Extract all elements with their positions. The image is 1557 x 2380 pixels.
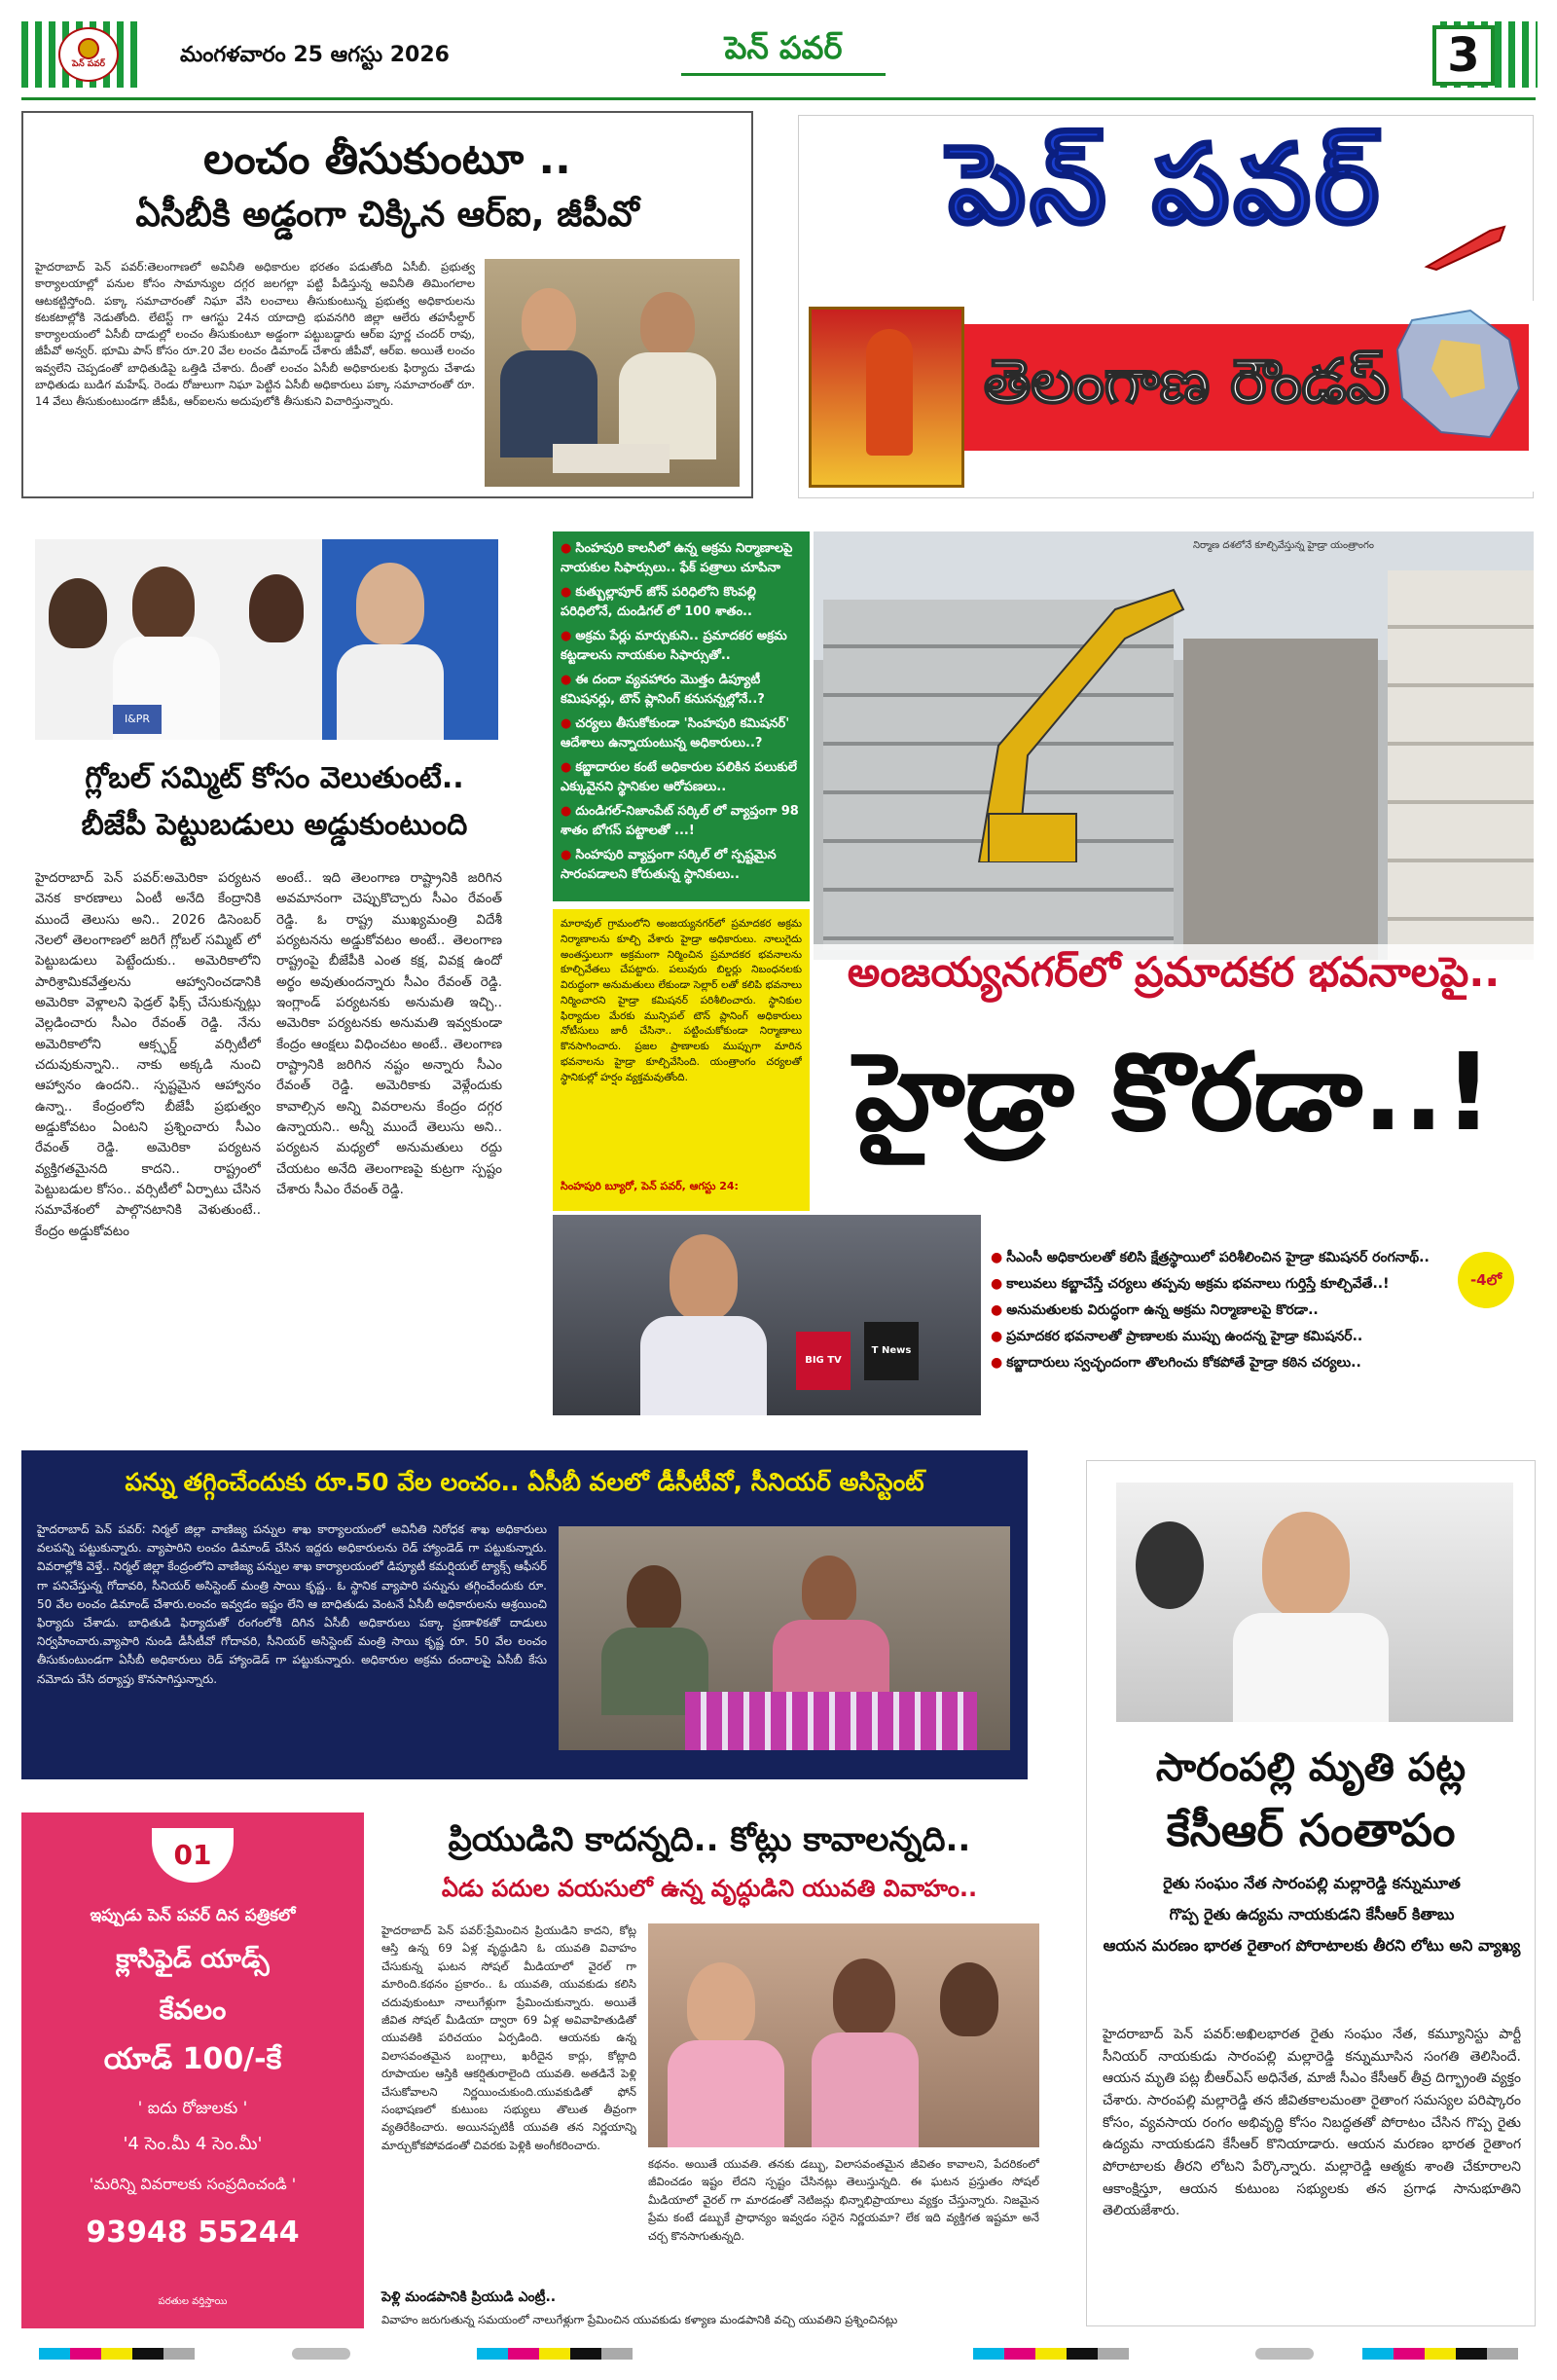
story-kcr-sub-3: ఆయన మరణం భారత రైతాంగ పోరాటాలకు తీరని లోటు అని వ్యాఖ్య [1103, 1936, 1521, 1955]
hydra-bullet: ● దుండిగల్-నిజాంపేట్ సర్కిల్ లో వ్యాప్తంగా 98 శాతం బోగస్ పట్టాలతో ...! [561, 802, 802, 840]
classified-line-6: '4 సెం.మీ 4 సెం.మీ' [123, 2134, 263, 2154]
groom-face [833, 1959, 895, 2036]
header-divider [21, 97, 1536, 100]
color-bar-6 [1362, 2348, 1518, 2360]
story-tax [21, 1450, 1028, 1779]
globe [1136, 1521, 1204, 1609]
mic-label-2: T News [864, 1322, 919, 1380]
hydra-bullet: ● సింహపురి కాలనీలో ఉన్న అక్రమ నిర్మాణాలపై నాయకుల సిఫార్సులు.. ఫేక్ పత్రాలు చూపినా [561, 539, 802, 577]
story-marriage-subhead-2: పెళ్లి మండపానికి ప్రియుడి ఎంట్రీ.. [381, 2289, 557, 2305]
story-marriage-photo [648, 1923, 1039, 2147]
issue-date: మంగళవారం 25 ఆగస్టు 2026 [180, 43, 450, 67]
story-summit [21, 520, 537, 1406]
classified-footer: పరతుల వర్తిస్తాయి [158, 2296, 228, 2307]
hydra-yellow-body: మారావుల్ గ్రామంలోని అంజయ్యనగర్‌లో ప్రమాదకర అక్రమ నిర్మాణాలను కూల్చి వేశారు హైడ్రా అధికారులు. నాలుగైదు అంతస్తులుగా అక్రమంగా నిర్మించిన ప్రమాదకర భవనాలను కూల్చివేతలు చేపట్టారు. పలువురు బిల్డర్లు నిబంధనలకు విరుద్ధంగా అనుమతులు లేకుండా సెల్లార్ లతో కలిపి భవనాలు నిర్మించారని హైడ్రా కమిషనర్ పరిశీలించారు. స్థానికుల ఫిర్యాదుల మేరకు మున్సిపల్ టౌన్ ప్లానింగ్ అధికారులు నోటీసులు జారీ చేసినా.. పట్టించుకోకుండా నిర్మాణాలు కొనసాగించారు. ప్రజల ప్రాణాలకు ముప్పుగా మారిన భవనాలను హైడ్రా కూల్చివేసింది. యంత్రాంగం చర్యలతో స్థానికుల్లో హర్షం వ్యక్తమవుతోంది. [561, 918, 802, 1083]
cash-table [553, 444, 670, 473]
excavator-icon [940, 570, 1232, 862]
story-acb-box [21, 111, 753, 498]
story-marriage-subhead: ఏడు పదుల వయసులో ఉన్న వృద్ధుడిని యువతి వివాహం.. [441, 1875, 978, 1902]
paper-name: పెన్ పవర్ [681, 29, 886, 76]
hydra-bullet: ● చర్యలు తీసుకోకుండా 'సింహపురి కమిషనర్' ఆదేశాలు ఉన్నాయంటున్న అధికారులు..? [561, 714, 802, 752]
hydra-photo-caption: నిర్మాణ దశలోనే కూల్చివేస్తున్న హైడ్రా యంత్రాంగం [1193, 540, 1374, 551]
classified-line-4: యాడ్ 100/-కే [103, 2042, 282, 2076]
accused-face-1 [627, 1565, 681, 1631]
story-acb-headline-2: ఏసీబీకి అడ్డంగా చిక్కిన ఆర్ఐ, జీపీవో [135, 195, 639, 235]
kcr-face [1262, 1512, 1350, 1617]
classified-phone[interactable]: 93948 55244 [86, 2215, 300, 2250]
hydra-bullet: ● ప్రమాదకర భవనాలతో ప్రాణాలకు ముప్పు ఉందన్న హైడ్రా కమిషనర్.. [991, 1327, 1512, 1347]
hydra-bullets-top [561, 539, 802, 884]
hydra-bullet: ● సింహపురి వ్యాప్తంగా సర్కిల్ లో స్పష్టమైన సారంపడాలని కోరుతున్న స్థానికులు.. [561, 846, 802, 884]
hydra-bullet: ● సీఎంసీ అధికారులతో కలిసి క్షేత్రస్థాయిలో పరిశీలించిన హైడ్రా కమిషనర్ రంగనాథ్.. [991, 1248, 1512, 1268]
story-marriage-headline: ప్రియుడిని కాదన్నది.. కోట్లు కావాలన్నది.. [448, 1820, 971, 1859]
hydra-demolition-photo [814, 531, 1534, 960]
story-acb-body: హైదరాబాద్ పెన్ పవర్:తెలంగాణలో అవినీతి అధికారుల భరతం పడుతోంది ఏసీబీ. ప్రభుత్వ కార్యాలయాల్లో పనుల కోసం సామాన్యుల దగ్గర జలగల్లా పట్టి పీడిస్తున్న అవినీతి తిమింగలాల ఆటకట్టిస్తోంది. పక్కా సమాచారంతో నిఘా వేసి లంచాలు తీసుకుంటున్న ప్రభుత్వ అధికారులను కటకటాల్లోకి నెడుతోంది. లేటెస్ట్ గా ఆగస్టు 24న యాదాద్రి భువనగిరి జిల్లా ఆలేరు తహసీల్దార్ కార్యాలయంలో ఏసీబీ దాడుల్లో లంచం తీసుకుంటూ అడ్డంగా పట్టుబడ్డారు ఆర్ఐ పూర్ణ చందర్ రావు, జీపీవో అన్వర్. భూమి పాస్ కోసం రూ.20 వేల లంచం డిమాండ్ చేశారు జీపీవో, ఆర్ఐ. అయితే లంచం ఇవ్వలేని చెప్పడంతో బాధితుడిపై ఒత్తిడి చేశారు. దీంతో లంచం ఏసీబీ అధికారులకు ఫిర్యాదు చేశాడు బాధితుడు బుడిగ మహేష్. రెండు రోజులుగా నిఘా పెట్టిన ఏసీబీ అధికారులు పక్కా సమాచారంతో రూ. 14 వేలు తీసుకుంటుండగా జీపీఓ, ఆర్ఐలను అదుపులోకి తీసుకుని విచారిస్తున్నారు. [35, 260, 475, 408]
story-acb-headline-1: లంచం తీసుకుంటూ .. [203, 134, 571, 184]
hydra-bullet: ● ఈ దందా వ్యవహారం మొత్తం డిప్యూటీ కమిషనర్లు, టౌన్ ప్లానింగ్ కనుసన్నల్లోనే..? [561, 671, 802, 709]
story-summit-headline-2: బీజేపీ పెట్టుబడులు అడ్డుకుంటుంది [81, 808, 468, 842]
color-bar-4 [973, 2348, 1129, 2360]
hydra-bullet: ● కబ్జాదారుల కంటే అధికారుల పలికిన పలుకులే ఎక్కువైనని స్థానికుల ఆరోపణలు.. [561, 758, 802, 796]
story-kcr-photo [1116, 1483, 1513, 1722]
hydra-dateline: సింహపురి బ్యూరో, పెన్ పవర్, ఆగస్టు 24: [561, 1180, 739, 1192]
classified-line-7: 'మరిన్ని వివరాలకు సంప్రదించండి ' [89, 2175, 297, 2193]
color-bar-2 [292, 2348, 350, 2360]
telangana-map-icon [1383, 301, 1529, 447]
hydra-commissioner-photo [553, 1215, 981, 1415]
color-bar-5 [1255, 2348, 1314, 2360]
leader-face-3 [249, 574, 304, 642]
accused-face-2 [640, 292, 695, 356]
commissioner-shirt [640, 1316, 767, 1415]
logo-text: పెన్ పవర్ [72, 59, 105, 69]
emblem-icon [76, 38, 101, 59]
color-bar-3 [477, 2348, 633, 2360]
masthead-band [799, 301, 1535, 492]
hydra-banner-2: హైడ్రా కొరడా..! [854, 1030, 1493, 1154]
hydra-bullet: ● కాలువలు కబ్జాచేస్తే చర్యలు తప్పవు అక్రమ భవనాలు గుర్తిస్తే కూల్చివేతే..! [991, 1274, 1512, 1295]
classified-ad [21, 1812, 364, 2328]
story-kcr-headline-2: కేసీఆర్ సంతాపం [1166, 1804, 1456, 1856]
masthead-subtitle: తెలంగాణ రౌండప్ [984, 346, 1390, 417]
evidence-bottles [685, 1692, 977, 1750]
accused-shirt-1 [500, 350, 597, 458]
guest-face [940, 1962, 998, 2036]
accused-face-2 [802, 1556, 856, 1624]
hydra-bullet: ● అనుమతులకు విరుద్ధంగా ఉన్న అక్రమ నిర్మాణాలపై కొరడా.. [991, 1300, 1512, 1321]
modi-shirt [337, 644, 444, 740]
groom-shirt [812, 2032, 919, 2147]
story-marriage-col-2: కథనం. అయితే యువతి. తనకు డబ్బు, విలాసవంతమైన జీవితం కావాలని, పేదరికంలో జీవించడం ఇష్టం లేదని స్పష్టం చేసినట్లు తెలుస్తున్నది. ఈ ఘటన ప్రస్తుతం సోషల్ మీడియాలో వైరల్ గా మారడంతో నెటిజన్లు భిన్నాభిప్రాయాలు వ్యక్తం చేస్తున్నారు. నిజమైన ప్రేమ కంటే డబ్బుకే ప్రాధాన్యం ఇవ్వడం సరైన నిర్ణయమా? లేక ఇది వ్యక్తిగత ఇష్టమా అనే చర్చ కొనసాగుతున్నది. [648, 2157, 1039, 2243]
hydra-yellow-panel [553, 909, 810, 1211]
mic-logo: I&PR [113, 705, 162, 734]
pen-nib-icon [1422, 223, 1509, 272]
story-summit-photo [35, 539, 498, 740]
story-kcr [1086, 1460, 1536, 2326]
page-number: 3 [1432, 25, 1495, 86]
story-tax-photo [559, 1526, 1010, 1750]
hydra-banner-1: అంజయ్యనగర్‌లో ప్రమాదకర భవనాలపై.. [814, 944, 1534, 1010]
story-kcr-sub-2: గొప్ప రైతు ఉద్యమ నాయకుడని కేసీఆర్ కితాబు [1169, 1905, 1455, 1923]
leader-face-1 [49, 578, 107, 648]
classified-line-2: క్లాసిఫైడ్ యాడ్స్ [116, 1945, 270, 1974]
story-hydra [553, 516, 1538, 1411]
story-summit-headline-1: గ్లోబల్ సమ్మిట్ కోసం వెలుతుంటే.. [85, 761, 464, 795]
story-marriage-col-bottom: వివాహం జరుగుతున్న సమయంలో నాలుగేళ్లుగా ప్రేమించిన యువకుడు కళ్యాణ మండపానికి వచ్చి యువతిని ప్రశ్నించినట్లు [381, 2313, 898, 2326]
story-marriage [374, 1812, 1051, 2338]
classified-line-3: కేవలం [159, 1994, 227, 2026]
story-kcr-body: హైదరాబాద్ పెన్ పవర్:అఖిలభారత రైతు సంఘం నేత, కమ్యూనిస్టు పార్టీ సీనియర్ నాయకుడు సారంపల్లి మల్లారెడ్డి కన్నుమూసిన సంగతి తెలిసిందే. ఆయన మృతి పట్ల బీఆర్ఎస్ అధినేత, మాజీ సీఎం కేసీఆర్ తీవ్ర దిగ్భ్రాంతి వ్యక్తం చేశారు. సారంపల్లి మల్లారెడ్డి తన జీవితకాలమంతా రైతాంగ సమస్యల పరిష్కారం కోసం, వ్యవసాయ రంగం అభివృద్ధి కోసం నిబద్ధతతో పోరాటం చేసిన గొప్ప రైతు ఉద్యమ నాయకుడని కేసీఆర్ కొనియాడారు. ఆయన మరణం భారత రైతాంగ పోరాటాలకు తీరని లోటని పేర్కొన్నారు. మల్లారెడ్డి ఆత్మకు శాంతి చేకూరాలని ఆకాంక్షిస్తూ, ఆయన కుటుంబ సభ్యులకు తన ప్రగాఢ సానుభూతిని తెలియజేశారు. [1103, 2027, 1521, 2219]
color-bar-1 [39, 2348, 195, 2360]
classified-ad-badge: 01 [152, 1828, 234, 1883]
story-summit-col-2: అంటే.. ఇది తెలంగాణ రాష్ట్రానికి జరిగిన అవమానంగా చెప్పుకొచ్చారు సీఎం రేవంత్ రెడ్డి. ఓ రాష్ట్ర ముఖ్యమంత్రి విదేశీ పర్యటనను అడ్డుకోవటం అంటే.. తెలంగాణ రాష్ట్రంపై బీజేపీకి ఎంత కక్ష, వివక్ష ఉందో అర్థం అవుతుందన్నారు సీఎం రేవంత్ రెడ్డి. ఇంగ్లాండ్ పర్యటనకు అనుమతి ఇచ్చి.. అమెరికా పర్యటనకు అనుమతి ఇవ్వకుండా కేంద్రం ఆంక్షలు విధించటం అంటే.. తెలంగాణ రాష్ట్రానికి జరిగిన నష్టం అన్నారు సీఎం రేవంత్ రెడ్డి. అమెరికాకు వెళ్లేందుకు కావాల్సిన అన్ని వివరాలను కేంద్రం దగ్గర ఉన్నాయని.. అన్నీ ముందే తెలుసు అని.. పర్యటన మధ్యలో అనుమతులు రద్దు చేయటం అనేది తెలంగాణపై కుట్రగా స్పష్టం చేశారు సీఎం రేవంత్ రెడ్డి. [276, 870, 502, 1197]
leader-face-2 [132, 567, 195, 641]
story-acb-photo [485, 259, 740, 487]
modi-face [356, 563, 424, 644]
classified-line-1: ఇప్పుడు పెన్ పవర్ దిన పత్రికలో [90, 1906, 296, 1925]
hydra-jump-badge: -4లో [1458, 1252, 1514, 1308]
hydra-bullets-bottom [991, 1248, 1512, 1379]
story-kcr-headline-1: సారంపల్లి మృతి పట్ల [1155, 1745, 1466, 1790]
story-summit-col-1: హైదరాబాద్ పెన్ పవర్:అమెరికా పర్యటన వెనక కారణాలు ఏంటీ అనేది కేంద్రానికి ముందే తెలుసు అని.. 2026 డిసెంబర్ నెలలో తెలంగాణలో జరిగే గ్లోబల్ సమ్మిట్ లో పెట్టుబడులు పెట్టేందుకు.. అమెరికాలోని పారిశ్రామికవేత్తలను ఆహ్వానించడానికి అమెరికా వెళ్లాలని ఫెడ్రల్ ఫిక్స్ చేసుకున్నట్లు వెల్లడించారు సీఎం రేవంత్ రెడ్డి. నేను అమెరికాలోని ఆక్స్ఫర్డ్ వర్సిటీలో చదువుకున్నాని.. నాకు అక్కడి నుంచి ఆహ్వానం ఉందని.. స్పష్టమైన ఆహ్వానం ఉన్నా.. కేంద్రంలోని బీజేపీ ప్రభుత్వం అడ్డుకోవటం ఏంటని ప్రశ్నించారు సీఎం రేవంత్ రెడ్డి. అమెరికా పర్యటన వ్యక్తిగతమైనది కాదని.. రాష్ట్రంలో పెట్టుబడుల కోసం.. వర్సిటీలో ఏర్పాటు చేసిన సమావేశంలో పాల్గొనటానికి వెళుతుంటే.. కేంద్రం అడ్డుకోవటం [35, 870, 261, 1239]
hydra-bullets-panel [553, 531, 810, 901]
story-marriage-col-1: హైదరాబాద్ పెన్ పవర్:ప్రేమించిన ప్రియుడిని కాదని, కోట్ల ఆస్తి ఉన్న 69 ఏళ్ల వృద్ధుడిని ఓ యువతి వివాహం చేసుకున్న ఘటన సోషల్ మీడియాలో వైరల్ గా మారింది.కథనం ప్రకారం.. ఓ యువతి, యువకుడు కలిసి చదువుకుంటూ నాలుగేళ్లుగా ప్రేమించుకున్నారు. అయితే జీవిత సోషల్ మీడియా ద్వారా 69 ఏళ్ల అవివాహితుడితో యువతికి పరిచయం ఏర్పడింది. ఆయనకు ఉన్న విలాసవంతమైన బంగ్లాలు, ఖరీదైన కార్లు, కోట్లాది రూపాయల ఆస్తికి ఆకర్షితురాలైంది యువతి. అతడినే పెళ్లి చేసుకోవాలని నిర్ణయించుకుంది.యువకుడితో ఫోన్ సంభాషణలో కుటుంబ సభ్యులు తొలుత తీవ్రంగా వ్యతిరేకించారు. అయినప్పటికీ యువతి తన నిర్ణయాన్ని మార్చుకోకపోవడంతో చివరకు పెళ్లికి అంగీకరించారు. [381, 1923, 636, 2152]
classified-line-5: ' ఐదు రోజులకు ' [137, 2099, 248, 2118]
hydra-bullet: ● కుత్బుల్లాపూర్ జోన్ పరిధిలోని కొంపల్లి పరిధిలోనే, దుండిగల్ లో 100 శాతం.. [561, 583, 802, 621]
bride-face [687, 1962, 755, 2046]
bride-saree [668, 2040, 784, 2147]
masthead-title: పెన్ పవర్ [948, 122, 1384, 248]
story-tax-body: హైదరాబాద్ పెన్ పవర్: నిర్మల్ జిల్లా వాణిజ్య పన్నుల శాఖ కార్యాలయంలో అవినీతి నిరోధక శాఖ అధికారులు వలపన్ని పట్టుకున్నారు. వ్యాపారిని లంచం డిమాండ్ చేసిన ఇద్దరు అధికారులను రెడ్ హ్యాండెడ్ గా పట్టుకున్నారు. వివరాల్లోకి వెళ్తే.. నిర్మల్ జిల్లా కేంద్రంలోని వాణిజ్య పన్నుల శాఖ కార్యాలయంలో డిప్యూటీ కమర్షియల్ ట్యాక్స్ ఆఫీసర్ గా పనిచేస్తున్న గోదావరి, సీనియర్ అసిస్టెంట్ మంత్రి సాయి కృష్ణ.. ఓ స్థానిక వ్యాపారి పన్నును తగ్గించేందుకు రూ. 50 వేల లంచం డిమాండ్ చేశారు.లంచం ఇవ్వడం ఇష్టం లేని ఆ బాధితుడు వెంటనే ఏసీబీ అధికారులను ఆశ్రయించి ఫిర్యాదు చేశాడు. బాధితుడి ఫిర్యాదుతో రంగంలోకి దిగిన ఏసీబీ అధికారులు పక్కా ప్రణాళికతో దాడులు నిర్వహించారు.వ్యాపారి నుండి డీసీటీవో గోదావరి, సీనియర్ అసిస్టెంట్ మంత్రి సాయి కృష్ణ రూ. 50 వేల లంచం తీసుకుంటుండగా ఏసీబీ అధికారులు రెడ్ హ్యాండెడ్ గా పట్టుకున్నారు. అధికారుల అక్రమ దందాలపై ఏసీబీ కేసు నమోదు చేసి దర్యాప్తు కొనసాగిస్తున్నారు. [37, 1522, 547, 1686]
deity-figure [866, 329, 913, 456]
paper-logo-badge [58, 27, 119, 82]
accused-face-1 [522, 288, 576, 354]
mic-label-1: BIG TV [796, 1332, 851, 1390]
hydra-bullet: ● అక్రమ పేర్లు మార్చుకుని.. ప్రమాదకర అక్రమ కట్టడాలను నాయకుల సిఫార్సుతో.. [561, 627, 802, 665]
building-right [1388, 570, 1534, 960]
deity-panel [809, 307, 964, 488]
masthead [798, 115, 1534, 498]
kcr-shirt [1233, 1613, 1389, 1722]
story-tax-headline: పన్ను తగ్గించేందుకు రూ.50 వేల లంచం.. ఏసీబీ వలలో డీసీటీవో, సీనియర్ అసిస్టెంట్ [125, 1468, 924, 1496]
story-kcr-sub-1: రైతు సంఘం నేత సారంపల్లి మల్లారెడ్డి కన్నుమూత [1163, 1874, 1461, 1892]
commissioner-face [670, 1234, 738, 1320]
hydra-bullet: ● కబ్జాదారులు స్వచ్ఛందంగా తొలగించు కోకపోతే హైడ్రా కఠిన చర్యలు.. [991, 1353, 1512, 1373]
